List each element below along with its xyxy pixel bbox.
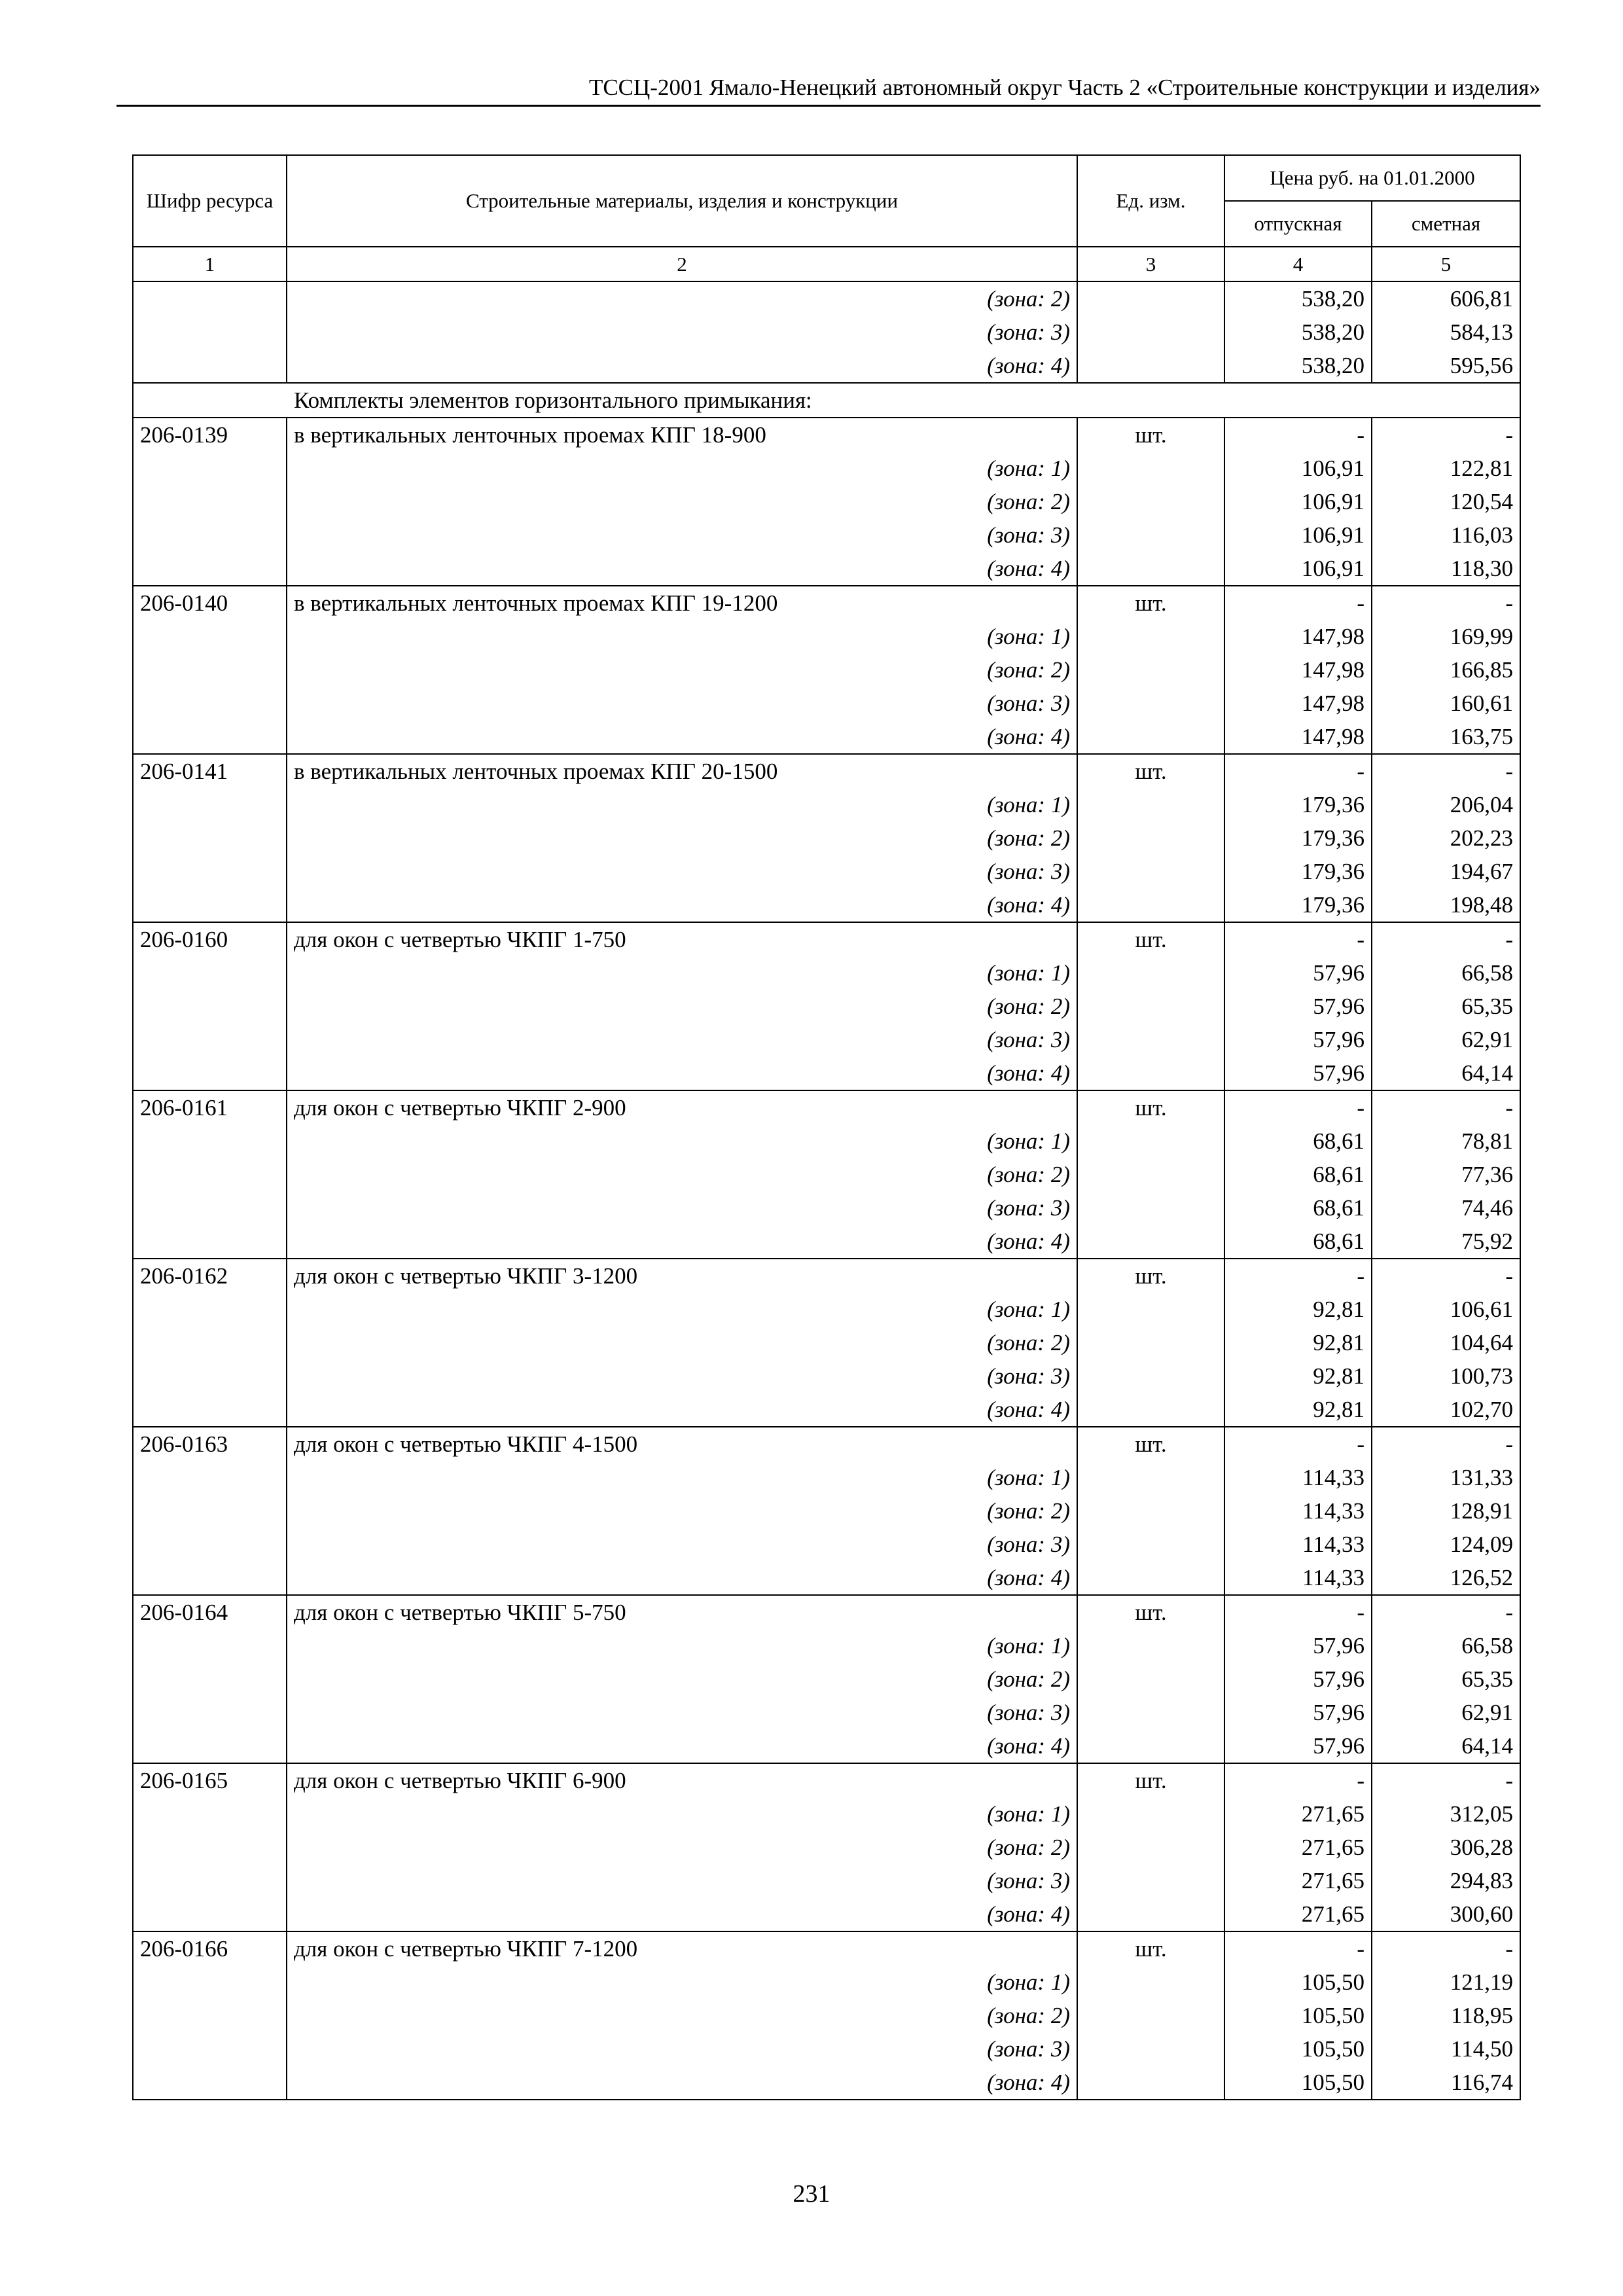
zone-label: (зона: 1) — [287, 620, 1077, 653]
estimate-price: 100,73 — [1372, 1359, 1520, 1393]
estimate-price: 606,81 — [1372, 281, 1520, 315]
estimate-price: 312,05 — [1372, 1797, 1520, 1831]
section-title: Комплекты элементов горизонтального примыкания: — [133, 383, 1520, 418]
zone-row — [133, 1729, 1520, 1763]
zone-label: (зона: 1) — [287, 1629, 1077, 1662]
estimate-price: - — [1372, 1595, 1520, 1629]
estimate-price: 584,13 — [1372, 315, 1520, 349]
table-row — [133, 349, 1520, 383]
estimate-price: 294,83 — [1372, 1864, 1520, 1897]
estimate-price: - — [1372, 1931, 1520, 1965]
zone-label: (зона: 1) — [287, 1797, 1077, 1831]
estimate-price: 64,14 — [1372, 1056, 1520, 1090]
unit: шт. — [1077, 1595, 1224, 1629]
unit: шт. — [1077, 754, 1224, 788]
release-price: - — [1224, 1427, 1372, 1461]
release-price: 114,33 — [1224, 1461, 1372, 1494]
unit: шт. — [1077, 1090, 1224, 1124]
resource-code: 206-0160 — [133, 922, 287, 956]
zone-label: (зона: 2) — [287, 485, 1077, 518]
zone-row — [133, 1056, 1520, 1090]
item-row — [133, 1931, 1520, 1965]
header-name: Строительные материалы, изделия и конструкции — [287, 155, 1077, 247]
release-price: - — [1224, 418, 1372, 452]
zone-row — [133, 1359, 1520, 1393]
release-price: - — [1224, 1259, 1372, 1293]
page-number: 231 — [793, 2180, 830, 2208]
zone-row — [133, 1797, 1520, 1831]
release-price: - — [1224, 586, 1372, 620]
zone-label: (зона: 4) — [287, 720, 1077, 754]
release-price: 179,36 — [1224, 821, 1372, 855]
release-price: 106,91 — [1224, 552, 1372, 586]
estimate-price: - — [1372, 922, 1520, 956]
release-price: 179,36 — [1224, 855, 1372, 888]
release-price: 538,20 — [1224, 315, 1372, 349]
release-price: 147,98 — [1224, 653, 1372, 687]
header-release-price: отпускная — [1224, 201, 1372, 247]
release-price: 105,50 — [1224, 1999, 1372, 2032]
header-estimate-price: сметная — [1372, 201, 1520, 247]
estimate-price: 595,56 — [1372, 349, 1520, 383]
estimate-price: 131,33 — [1372, 1461, 1520, 1494]
zone-label: (зона: 1) — [287, 1124, 1077, 1158]
release-price: 271,65 — [1224, 1897, 1372, 1931]
zone-row — [133, 1965, 1520, 1999]
estimate-price: 64,14 — [1372, 1729, 1520, 1763]
zone-label: (зона: 3) — [287, 1528, 1077, 1561]
release-price: 57,96 — [1224, 1056, 1372, 1090]
zone-row — [133, 1696, 1520, 1729]
zone-row — [133, 1191, 1520, 1225]
resource-code: 206-0163 — [133, 1427, 287, 1461]
header-price-group: Цена руб. на 01.01.2000 — [1224, 155, 1520, 201]
zone-label: (зона: 4) — [287, 1393, 1077, 1427]
zone-row — [133, 2032, 1520, 2066]
item-name: в вертикальных ленточных проемах КПГ 18-900 — [287, 418, 1077, 452]
item-name: для окон с четвертью ЧКПГ 6-900 — [287, 1763, 1077, 1797]
estimate-price: 194,67 — [1372, 855, 1520, 888]
zone-row — [133, 888, 1520, 922]
release-price: 92,81 — [1224, 1393, 1372, 1427]
zone-row — [133, 1897, 1520, 1931]
estimate-price: 66,58 — [1372, 956, 1520, 990]
item-name: в вертикальных ленточных проемах КПГ 19-1200 — [287, 586, 1077, 620]
estimate-price: 126,52 — [1372, 1561, 1520, 1595]
zone-label: (зона: 2) — [287, 653, 1077, 687]
release-price: 57,96 — [1224, 1729, 1372, 1763]
zone-label: (зона: 4) — [287, 1897, 1077, 1931]
table-row — [133, 281, 1520, 315]
release-price: 68,61 — [1224, 1225, 1372, 1259]
item-name: в вертикальных ленточных проемах КПГ 20-1500 — [287, 754, 1077, 788]
estimate-price: - — [1372, 1259, 1520, 1293]
zone-label: (зона: 2) — [287, 1494, 1077, 1528]
release-price: 105,50 — [1224, 2066, 1372, 2100]
section-row — [133, 383, 1520, 418]
release-price: 57,96 — [1224, 990, 1372, 1023]
estimate-price: 121,19 — [1372, 1965, 1520, 1999]
zone-row — [133, 620, 1520, 653]
header-num-5: 5 — [1372, 247, 1520, 281]
release-price: 271,65 — [1224, 1864, 1372, 1897]
release-price: - — [1224, 1763, 1372, 1797]
zone-row — [133, 1494, 1520, 1528]
zone-row — [133, 1629, 1520, 1662]
page-header — [116, 73, 1541, 107]
header-code: Шифр ресурса — [133, 155, 287, 247]
release-price: 179,36 — [1224, 788, 1372, 821]
zone-label: (зона: 3) — [287, 1191, 1077, 1225]
zone-row — [133, 990, 1520, 1023]
unit: шт. — [1077, 418, 1224, 452]
estimate-price: 118,30 — [1372, 552, 1520, 586]
release-price: 271,65 — [1224, 1831, 1372, 1864]
item-name: для окон с четвертью ЧКПГ 4-1500 — [287, 1427, 1077, 1461]
release-price: 106,91 — [1224, 518, 1372, 552]
zone-label: (зона: 3) — [287, 1864, 1077, 1897]
zone-row — [133, 821, 1520, 855]
estimate-price: - — [1372, 418, 1520, 452]
estimate-price: 160,61 — [1372, 687, 1520, 720]
zone-row — [133, 653, 1520, 687]
resource-code: 206-0166 — [133, 1931, 287, 1965]
zone-label: (зона: 2) — [287, 1999, 1077, 2032]
zone-label: (зона: 2) — [287, 1831, 1077, 1864]
zone-label: (зона: 1) — [287, 1965, 1077, 1999]
zone-label: (зона: 3) — [287, 1023, 1077, 1056]
release-price: 68,61 — [1224, 1124, 1372, 1158]
estimate-price: 116,74 — [1372, 2066, 1520, 2100]
estimate-price: 122,81 — [1372, 452, 1520, 485]
zone-label: (зона: 2) — [287, 281, 1077, 315]
header-title: ТССЦ-2001 Ямало-Ненецкий автономный округ Часть 2 «Строительные конструкции и изделия» — [588, 75, 1541, 100]
release-price: 92,81 — [1224, 1359, 1372, 1393]
zone-row — [133, 1561, 1520, 1595]
zone-label: (зона: 1) — [287, 788, 1077, 821]
release-price: 106,91 — [1224, 485, 1372, 518]
estimate-price: 116,03 — [1372, 518, 1520, 552]
estimate-price: 120,54 — [1372, 485, 1520, 518]
zone-label: (зона: 3) — [287, 687, 1077, 720]
release-price: 114,33 — [1224, 1561, 1372, 1595]
release-price: 538,20 — [1224, 281, 1372, 315]
unit: шт. — [1077, 586, 1224, 620]
estimate-price: 163,75 — [1372, 720, 1520, 754]
unit: шт. — [1077, 1763, 1224, 1797]
estimate-price: 118,95 — [1372, 1999, 1520, 2032]
estimate-price: 62,91 — [1372, 1023, 1520, 1056]
release-price: 57,96 — [1224, 956, 1372, 990]
resource-code: 206-0141 — [133, 754, 287, 788]
release-price: 106,91 — [1224, 452, 1372, 485]
header-num-4: 4 — [1224, 247, 1372, 281]
header-num-1: 1 — [133, 247, 287, 281]
estimate-price: 202,23 — [1372, 821, 1520, 855]
estimate-price: - — [1372, 1090, 1520, 1124]
zone-row — [133, 1326, 1520, 1359]
release-price: 57,96 — [1224, 1023, 1372, 1056]
estimate-price: 114,50 — [1372, 2032, 1520, 2066]
zone-label: (зона: 2) — [287, 1662, 1077, 1696]
estimate-price: 77,36 — [1372, 1158, 1520, 1191]
zone-label: (зона: 3) — [287, 2032, 1077, 2066]
resource-code: 206-0161 — [133, 1090, 287, 1124]
release-price: 147,98 — [1224, 687, 1372, 720]
release-price: 57,96 — [1224, 1662, 1372, 1696]
zone-row — [133, 485, 1520, 518]
zone-label: (зона: 3) — [287, 315, 1077, 349]
zone-label: (зона: 3) — [287, 1359, 1077, 1393]
unit: шт. — [1077, 922, 1224, 956]
zone-row — [133, 1999, 1520, 2032]
zone-row — [133, 1158, 1520, 1191]
estimate-price: 128,91 — [1372, 1494, 1520, 1528]
zone-row — [133, 1225, 1520, 1259]
zone-label: (зона: 2) — [287, 821, 1077, 855]
zone-label: (зона: 4) — [287, 1729, 1077, 1763]
zone-label: (зона: 4) — [287, 1561, 1077, 1595]
resource-price-table — [132, 154, 1521, 2100]
release-price: 68,61 — [1224, 1191, 1372, 1225]
release-price: 114,33 — [1224, 1494, 1372, 1528]
estimate-price: - — [1372, 1763, 1520, 1797]
estimate-price: 306,28 — [1372, 1831, 1520, 1864]
item-row — [133, 1427, 1520, 1461]
estimate-price: 206,04 — [1372, 788, 1520, 821]
zone-row — [133, 1662, 1520, 1696]
item-row — [133, 754, 1520, 788]
item-row — [133, 922, 1520, 956]
zone-label: (зона: 4) — [287, 888, 1077, 922]
estimate-price: 104,64 — [1372, 1326, 1520, 1359]
zone-row — [133, 1461, 1520, 1494]
zone-row — [133, 1293, 1520, 1326]
estimate-price: 65,35 — [1372, 1662, 1520, 1696]
estimate-price: - — [1372, 754, 1520, 788]
zone-label: (зона: 1) — [287, 1293, 1077, 1326]
estimate-price: - — [1372, 1427, 1520, 1461]
zone-label: (зона: 4) — [287, 552, 1077, 586]
item-name: для окон с четвертью ЧКПГ 1-750 — [287, 922, 1077, 956]
zone-label: (зона: 2) — [287, 990, 1077, 1023]
release-price: - — [1224, 1595, 1372, 1629]
zone-label: (зона: 4) — [287, 1225, 1077, 1259]
release-price: 105,50 — [1224, 2032, 1372, 2066]
resource-code: 206-0164 — [133, 1595, 287, 1629]
zone-row — [133, 2066, 1520, 2100]
release-price: 538,20 — [1224, 349, 1372, 383]
zone-label: (зона: 4) — [287, 2066, 1077, 2100]
zone-row — [133, 552, 1520, 586]
zone-row — [133, 452, 1520, 485]
zone-row — [133, 956, 1520, 990]
zone-row — [133, 1528, 1520, 1561]
resource-code: 206-0162 — [133, 1259, 287, 1293]
zone-label: (зона: 2) — [287, 1158, 1077, 1191]
zone-label: (зона: 2) — [287, 1326, 1077, 1359]
zone-row — [133, 1831, 1520, 1864]
release-price: 57,96 — [1224, 1629, 1372, 1662]
unit: шт. — [1077, 1931, 1224, 1965]
release-price: 147,98 — [1224, 620, 1372, 653]
resource-code: 206-0139 — [133, 418, 287, 452]
release-price: 68,61 — [1224, 1158, 1372, 1191]
header-unit: Ед. изм. — [1077, 155, 1224, 247]
table-body — [133, 281, 1520, 2100]
zone-row — [133, 788, 1520, 821]
release-price: 147,98 — [1224, 720, 1372, 754]
release-price: 92,81 — [1224, 1293, 1372, 1326]
item-row — [133, 1259, 1520, 1293]
estimate-price: 78,81 — [1372, 1124, 1520, 1158]
item-name: для окон с четвертью ЧКПГ 5-750 — [287, 1595, 1077, 1629]
item-row — [133, 1763, 1520, 1797]
zone-label: (зона: 3) — [287, 1696, 1077, 1729]
zone-row — [133, 518, 1520, 552]
item-name: для окон с четвертью ЧКПГ 7-1200 — [287, 1931, 1077, 1965]
estimate-price: 198,48 — [1372, 888, 1520, 922]
release-price: 92,81 — [1224, 1326, 1372, 1359]
estimate-price: 75,92 — [1372, 1225, 1520, 1259]
zone-label: (зона: 3) — [287, 855, 1077, 888]
zone-label: (зона: 4) — [287, 349, 1077, 383]
zone-row — [133, 1864, 1520, 1897]
release-price: - — [1224, 922, 1372, 956]
zone-row — [133, 855, 1520, 888]
estimate-price: 166,85 — [1372, 653, 1520, 687]
zone-row — [133, 1124, 1520, 1158]
header-num-2: 2 — [287, 247, 1077, 281]
release-price: 179,36 — [1224, 888, 1372, 922]
item-name: для окон с четвертью ЧКПГ 2-900 — [287, 1090, 1077, 1124]
zone-row — [133, 1393, 1520, 1427]
estimate-price: 74,46 — [1372, 1191, 1520, 1225]
estimate-price: 169,99 — [1372, 620, 1520, 653]
zone-label: (зона: 1) — [287, 1461, 1077, 1494]
estimate-price: 62,91 — [1372, 1696, 1520, 1729]
zone-label: (зона: 1) — [287, 452, 1077, 485]
estimate-price: - — [1372, 586, 1520, 620]
zone-label: (зона: 1) — [287, 956, 1077, 990]
header-num-3: 3 — [1077, 247, 1224, 281]
estimate-price: 106,61 — [1372, 1293, 1520, 1326]
table-row — [133, 315, 1520, 349]
item-name: для окон с четвертью ЧКПГ 3-1200 — [287, 1259, 1077, 1293]
zone-label: (зона: 3) — [287, 518, 1077, 552]
item-row — [133, 1595, 1520, 1629]
zone-row — [133, 687, 1520, 720]
release-price: 114,33 — [1224, 1528, 1372, 1561]
zone-row — [133, 1023, 1520, 1056]
resource-code: 206-0165 — [133, 1763, 287, 1797]
estimate-price: 102,70 — [1372, 1393, 1520, 1427]
item-row — [133, 418, 1520, 452]
unit: шт. — [1077, 1259, 1224, 1293]
release-price: 271,65 — [1224, 1797, 1372, 1831]
release-price: - — [1224, 1090, 1372, 1124]
zone-label: (зона: 4) — [287, 1056, 1077, 1090]
table-header — [133, 155, 1520, 281]
resource-code: 206-0140 — [133, 586, 287, 620]
release-price: 105,50 — [1224, 1965, 1372, 1999]
release-price: - — [1224, 1931, 1372, 1965]
item-row — [133, 1090, 1520, 1124]
estimate-price: 66,58 — [1372, 1629, 1520, 1662]
release-price: 57,96 — [1224, 1696, 1372, 1729]
zone-row — [133, 720, 1520, 754]
unit: шт. — [1077, 1427, 1224, 1461]
item-row — [133, 586, 1520, 620]
estimate-price: 124,09 — [1372, 1528, 1520, 1561]
estimate-price: 300,60 — [1372, 1897, 1520, 1931]
estimate-price: 65,35 — [1372, 990, 1520, 1023]
release-price: - — [1224, 754, 1372, 788]
